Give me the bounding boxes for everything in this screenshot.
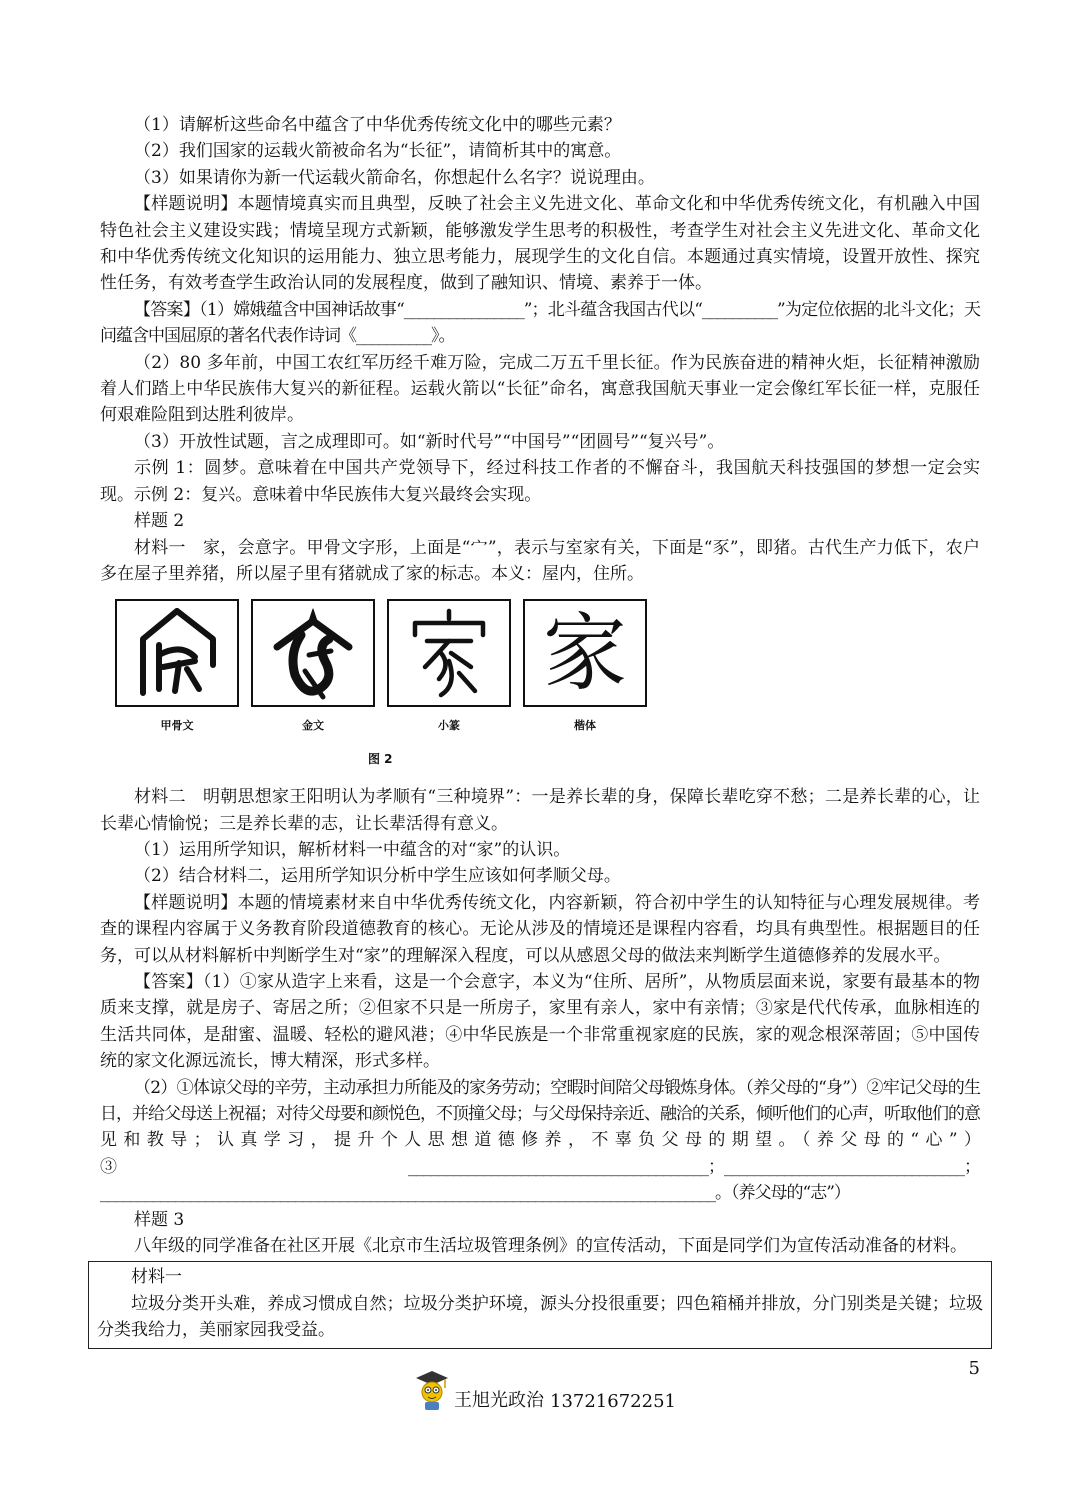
graduate-cartoon-icon — [412, 1368, 452, 1412]
jia-glyph-figure — [112, 599, 980, 739]
material-2: 材料二 明朝思想家王阳明认为孝顺有“三种境界”：一是养长辈的身，保障长辈吃穿不愁；二是养长辈的心，让长辈心情愉悦；三是养长辈的志，让长辈活得有意义。 — [100, 787, 980, 834]
footer — [412, 1368, 676, 1412]
glyph-frame — [251, 599, 375, 707]
sample-3-heading: 样题 3 — [134, 1209, 185, 1230]
footer-phone: 13721672251 — [550, 1391, 676, 1412]
oracle-jia-glyph — [129, 605, 225, 701]
material-1: 材料一 家，会意字。甲骨文字形，上面是“宀”，表示与室家有关，下面是“豕”，即猪。古代生产力低下，农户多在屋子里养猪，所以屋子里有猪就成了家的标志。本义：屋内，住所。 — [100, 537, 980, 584]
example-answers: 示例 1：圆梦。意味着在中国共产党领导下，经过科技工作者的不懈奋斗，我国航天科技强国的梦想一定会实现。示例 2：复兴。意味着中华民族伟大复兴最终会实现。 — [100, 458, 980, 505]
material-3-title: 材料一 — [131, 1267, 182, 1288]
glyph-oracle — [112, 599, 242, 739]
glyph-seal — [384, 599, 514, 739]
glyph-caption: 甲骨文 — [160, 719, 194, 733]
answer-3: （3）开放性试题，言之成理即可。如“新时代号”“中国号”“团圆号”“复兴号”。 — [134, 431, 725, 452]
material-box — [88, 1261, 992, 1348]
glyph-bronze — [248, 599, 378, 739]
sample-2-heading: 样题 2 — [134, 511, 185, 532]
seal-jia-glyph — [401, 605, 497, 701]
bronze-jia-glyph — [265, 605, 361, 701]
question-2-1: （1）运用所学知识，解析材料一中蕴含的对“家”的认识。 — [134, 839, 571, 860]
kai-jia-glyph: 家 — [542, 604, 627, 703]
glyph-caption: 楷体 — [574, 719, 596, 733]
glyph-frame — [387, 599, 511, 707]
glyph-caption: 小篆 — [438, 719, 460, 733]
page-content — [97, 112, 983, 1349]
question-2: （2）我们国家的运载火箭被命名为“长征”，请简析其中的寓意。 — [134, 141, 622, 162]
footer-name: 王旭光政治 — [454, 1390, 544, 1411]
glyph-caption: 金文 — [302, 719, 324, 733]
sample-explanation-2: 【样题说明】本题的情境素材来自中华优秀传统文化，内容新颖，符合初中学生的认知特征与心理发展规律。考查的课程内容属于义务教育阶段道德教育的核心。无论从涉及的情境还是课程内容看，均具有典型性。根据题目的任务，可以从材料解析中判断学生对“家”的理解深入程度，可以从感恩父母的做法来判断学生道德修养的发展水平。 — [100, 892, 980, 966]
glyph-kai — [520, 599, 650, 739]
material-3-body: 垃圾分类开头难，养成习惯成自然；垃圾分类护环境，源头分投很重要；四色箱桶并排放，分门别类是关键；垃圾分类我给力，美丽家园我受益。 — [97, 1293, 983, 1341]
question-3: （3）如果请你为新一代运载火箭命名，你想起什么名字？说说理由。 — [134, 167, 655, 188]
answer-2: （2）80 多年前，中国工农红军历经千难万险，完成二万五千里长征。作为民族奋进的精神火炬，长征精神激励着人们踏上中华民族伟大复兴的新征程。运载火箭以“长征”命名，寓意我国航天事业一定会像红军长征一样，克服任何艰难险阻到达胜利彼岸。 — [100, 352, 980, 426]
question-2-2: （2）结合材料二，运用所学知识分析中学生应该如何孝顺父母。 — [134, 866, 621, 887]
answer-1: 【答案】（1）嫦娥蕴含中国神话故事“________________”；北斗蕴含我国古代以“__________”为定位依据的北斗文化；天问蕴含中国屈原的著名代表作诗词《__________》。 — [100, 299, 980, 347]
figure-title: 图 2 — [368, 751, 393, 766]
question-1: （1）请解析这些命名中蕴含了中华优秀传统文化中的哪些元素？ — [134, 115, 621, 135]
sample-explanation-1: 【样题说明】本题情境真实而且典型，反映了社会主义先进文化、革命文化和中华优秀传统文化，有机融入中国特色社会主义建设实践；情境呈现方式新颖，能够激发学生思考的积极性，考查学生对社会主义先进文化、革命文化和中华优秀传统文化知识的运用能力、独立思考能力，展现学生的文化自信。本题通过真实情境，设置开放性、探究性任务，有效考查学生政治认同的发展程度，做到了融知识、情境、素养于一体。 — [100, 194, 980, 294]
glyph-frame — [523, 599, 647, 707]
answer-2-1: 【答案】（1）①家从造字上来看，这是一个会意字，本义为“住所、居所”，从物质层面来说，家要有最基本的物质来支撑，就是房子、寄居之所；②但家不只是一所房子，家里有亲人，家中有亲情；③家是代代传承，血脉相连的生活共同体，是甜蜜、温暖、轻松的避风港；④中华民族是一个非常重视家庭的民族，家的观念根深蒂固；⑤中国传统的家文化源远流长，博大精深，形式多样。 — [100, 971, 980, 1072]
page-number: 5 — [968, 1358, 980, 1379]
sample-3-intro: 八年级的同学准备在社区开展《北京市生活垃圾管理条例》的宣传活动，下面是同学们为宣传活动准备的材料。 — [134, 1236, 967, 1257]
answer-2-2: （2）①体谅父母的辛劳，主动承担力所能及的家务劳动；空暇时间陪父母锻炼身体。（养父母的“身”）②牢记父母的生日，并给父母送上祝福；对待父母要和颜悦色，不顶撞父母；与父母保持亲近、融洽的关系，倾听他们的心声，听取他们的意见和教导；认真学习，提升个人思想道德修养，不辜负父母的期望。（养父母的“心”）③________________________________________；________________________________；__________________________________________________________________________________。（养父母的“志”） — [100, 1077, 980, 1204]
glyph-frame — [115, 599, 239, 707]
